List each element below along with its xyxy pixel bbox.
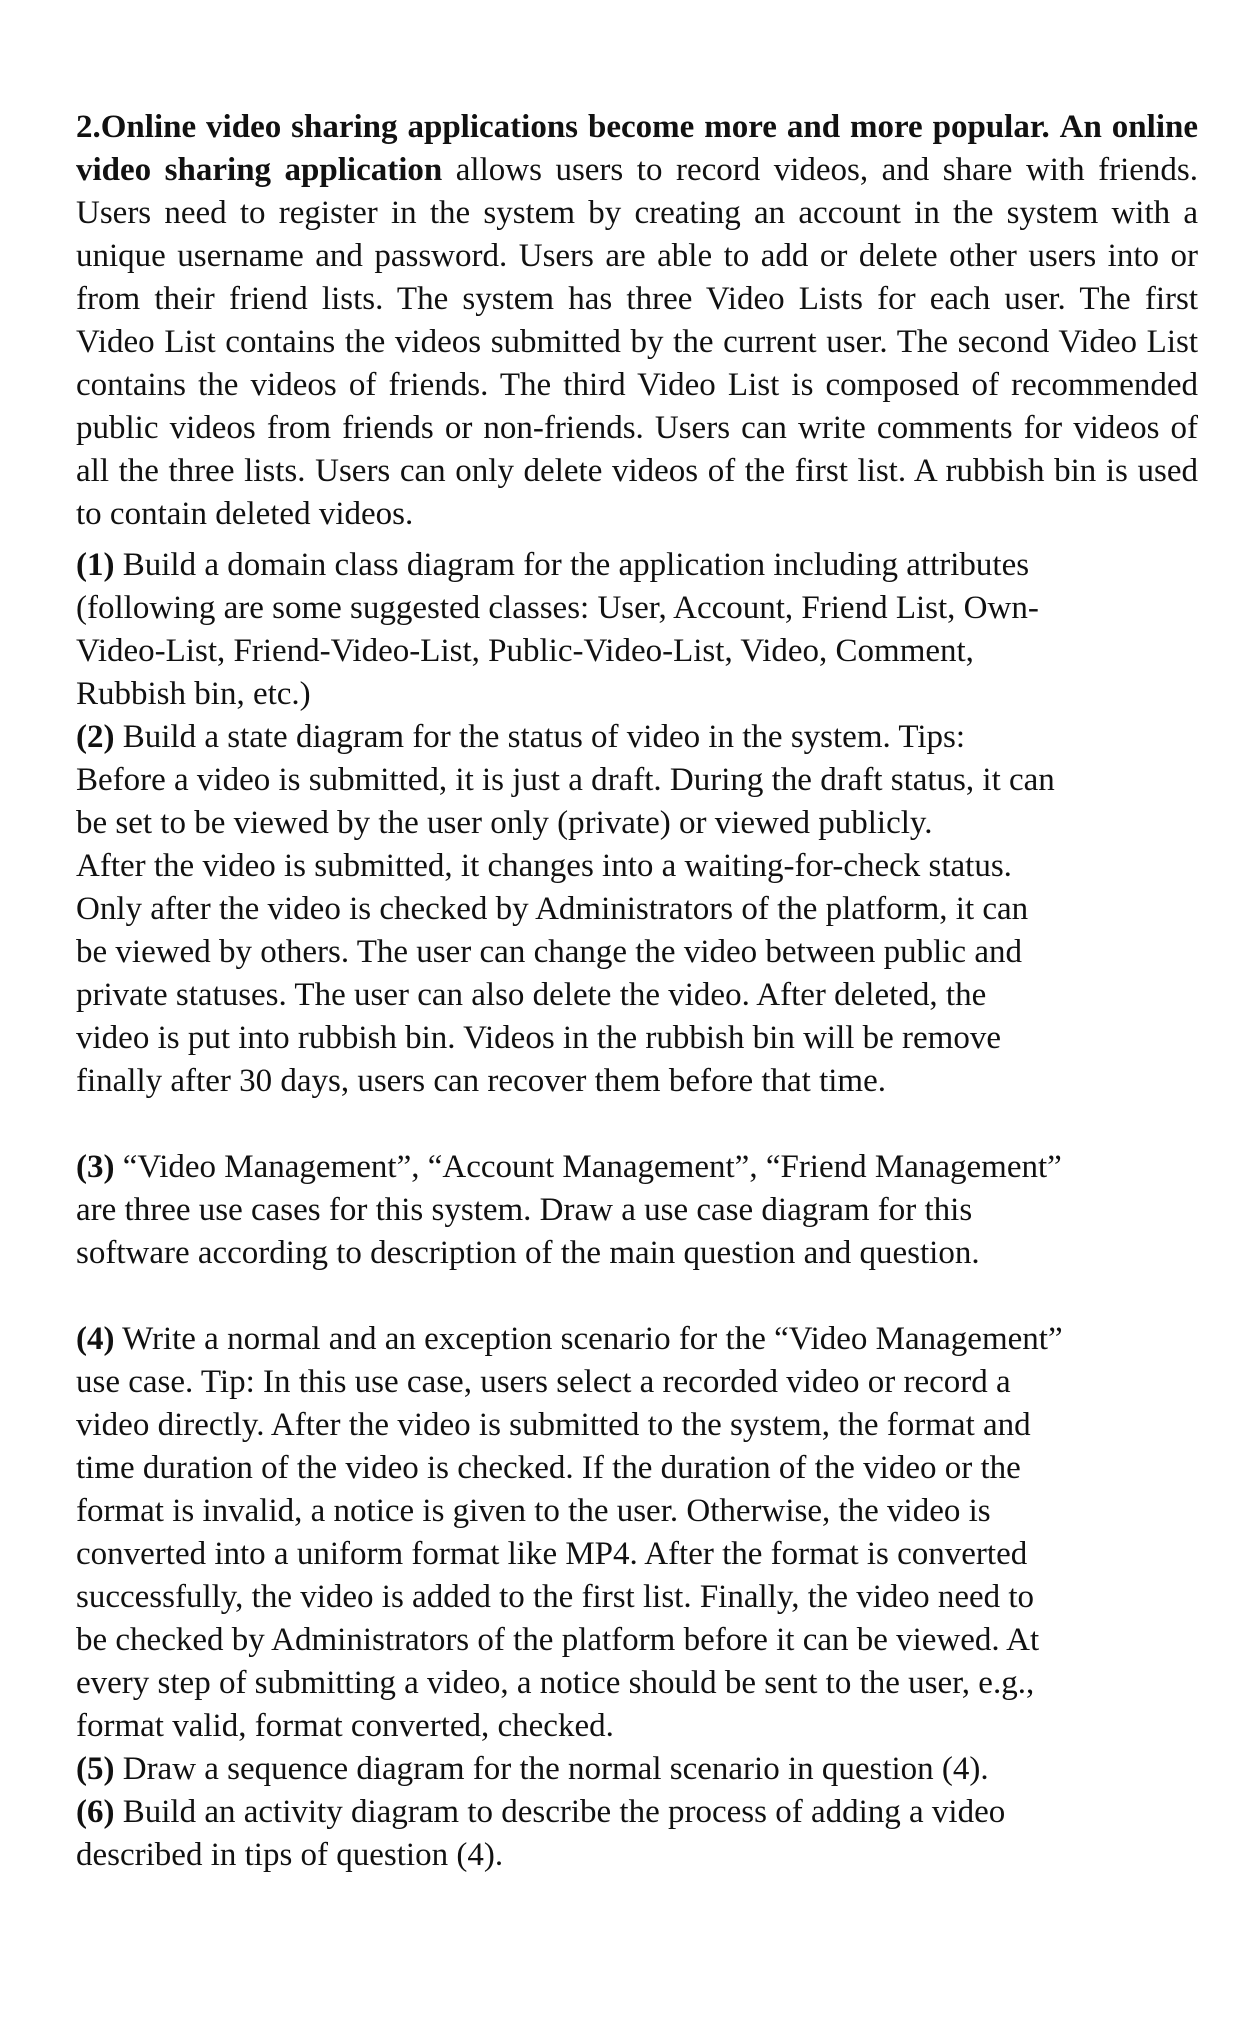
question-2-line: be viewed by others. The user can change the video between public and: [76, 934, 1022, 970]
question-6: [76, 1791, 1198, 1877]
question-5-number: (5): [76, 1751, 115, 1787]
question-4-line: every step of submitting a video, a notice should be sent to the user, e.g.,: [76, 1665, 1035, 1701]
document-page: [76, 106, 1198, 1877]
question-2-line: finally after 30 days, users can recover them before that time.: [76, 1063, 886, 1099]
question-1-line: Video-List, Friend-Video-List, Public-Video-List, Video, Comment,: [76, 633, 974, 669]
paragraph-gap: [76, 1275, 1198, 1318]
question-2-line: Only after the video is checked by Administrators of the platform, it can: [76, 891, 1029, 927]
question-4-line: Write a normal and an exception scenario for the “Video Management”: [114, 1321, 1063, 1357]
intro-body: allows users to record videos, and share with friends. Users need to register in the system by creating an account in the system with a unique username and password. Users are able to add or delete other users into or from their friend lists. The system has three Video Lists for each user. The first Video List contains the videos submitted by the current user. The second Video List contains the videos of friends. The third Video List is composed of recommended public videos from friends or non-friends. Users can write comments for videos of all the three lists. Users can only delete videos of the first list. A rubbish bin is used to contain deleted videos.: [76, 152, 1199, 532]
intro-paragraph: [76, 106, 1198, 536]
question-4-line: format is invalid, a notice is given to the user. Otherwise, the video is: [76, 1493, 991, 1529]
question-1-number: (1): [76, 547, 115, 583]
question-4: [76, 1318, 1198, 1748]
question-4-line: use case. Tip: In this use case, users select a recorded video or record a: [76, 1364, 1011, 1400]
question-4-line: be checked by Administrators of the platform before it can be viewed. At: [76, 1622, 1040, 1658]
question-5: [76, 1748, 1198, 1791]
question-2-line: private statuses. The user can also delete the video. After deleted, the: [76, 977, 987, 1013]
question-4-line: video directly. After the video is submitted to the system, the format and: [76, 1407, 1031, 1443]
intro-app-name: An online video sharing application: [76, 109, 1198, 188]
question-3-line: “Video Management”, “Account Management”, “Friend Management”: [114, 1149, 1062, 1185]
question-6-line: described in tips of question (4).: [76, 1837, 504, 1873]
question-4-line: successfully, the video is added to the first list. Finally, the video need to: [76, 1579, 1035, 1615]
question-2-line: After the video is submitted, it changes into a waiting-for-check status.: [76, 848, 1012, 884]
question-6-number: (6): [76, 1794, 115, 1830]
question-2-line: Build a state diagram for the status of video in the system. Tips:: [114, 719, 966, 755]
question-3-number: (3): [76, 1149, 115, 1185]
paragraph-gap: [76, 1103, 1198, 1146]
intro-lead: 2.Online video sharing applications become more and more popular.: [76, 109, 1050, 145]
question-3-line: software according to description of the main question and question.: [76, 1235, 980, 1271]
question-3: [76, 1146, 1198, 1275]
question-2-number: (2): [76, 719, 115, 755]
question-3-line: are three use cases for this system. Draw a use case diagram for this: [76, 1192, 973, 1228]
question-1: [76, 544, 1198, 716]
question-4-line: converted into a uniform format like MP4. After the format is converted: [76, 1536, 1028, 1572]
question-1-line: Build a domain class diagram for the application including attributes: [114, 547, 1030, 583]
question-4-line: format valid, format converted, checked.: [76, 1708, 614, 1744]
question-2: [76, 716, 1198, 1103]
question-6-line: Build an activity diagram to describe the process of adding a video: [114, 1794, 1006, 1830]
question-2-line: be set to be viewed by the user only (private) or viewed publicly.: [76, 805, 933, 841]
question-4-line: time duration of the video is checked. If the duration of the video or the: [76, 1450, 1021, 1486]
question-2-line: Before a video is submitted, it is just a draft. During the draft status, it can: [76, 762, 1055, 798]
question-2-line: video is put into rubbish bin. Videos in the rubbish bin will be remove: [76, 1020, 1001, 1056]
question-4-number: (4): [76, 1321, 115, 1357]
question-1-line: (following are some suggested classes: User, Account, Friend List, Own-: [76, 590, 1039, 626]
question-5-line: Draw a sequence diagram for the normal scenario in question (4).: [114, 1751, 989, 1787]
question-1-line: Rubbish bin, etc.): [76, 676, 311, 712]
